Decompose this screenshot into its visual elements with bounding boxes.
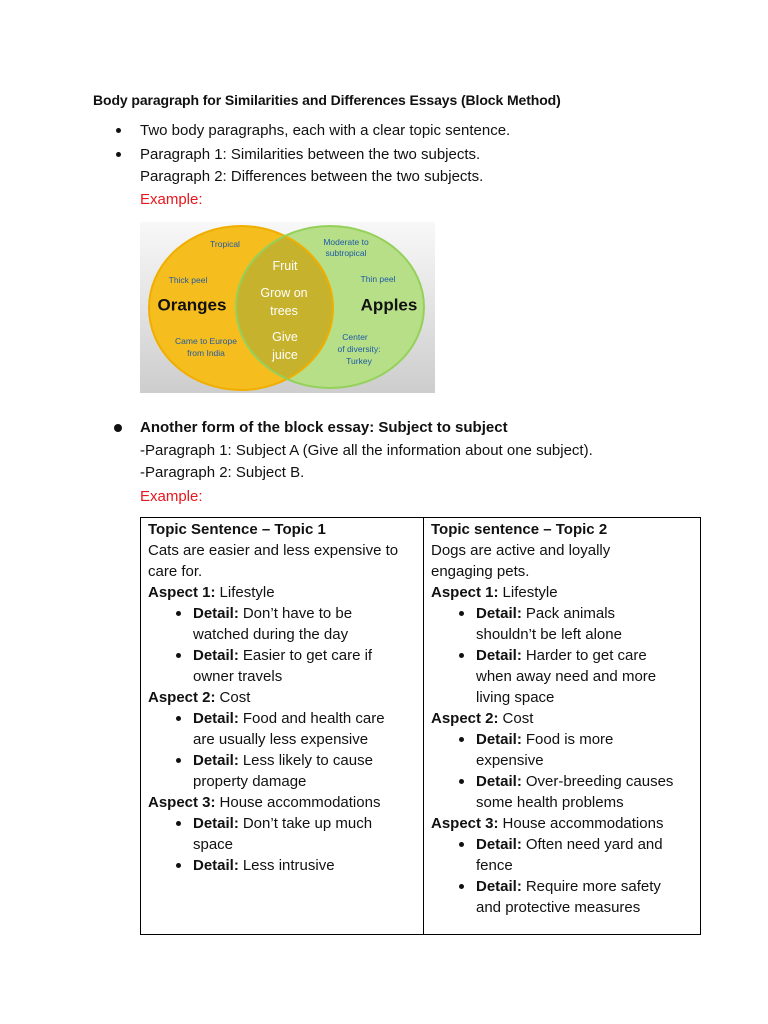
detail-text: some health problems bbox=[476, 794, 624, 811]
oranges-note: Thick peel bbox=[168, 275, 208, 285]
topic-sentence: engaging pets. bbox=[431, 563, 530, 580]
detail-item bbox=[148, 750, 423, 771]
shared-item: Give bbox=[272, 330, 298, 344]
topic-sentence: Dogs are active and loyally bbox=[431, 542, 611, 559]
detail-text: Often need yard and bbox=[525, 836, 663, 853]
aspect-name: Lifestyle bbox=[219, 584, 275, 601]
detail-item bbox=[148, 813, 423, 834]
detail-text: Easier to get care if bbox=[242, 647, 373, 664]
detail-text: Pack animals bbox=[525, 605, 616, 622]
bullet-icon bbox=[459, 737, 464, 742]
detail-item bbox=[431, 771, 700, 792]
detail-item bbox=[431, 645, 700, 666]
bullet-icon bbox=[176, 611, 181, 616]
venn-diagram bbox=[140, 222, 435, 393]
table-column-topic-2 bbox=[424, 518, 700, 934]
bullet-icon bbox=[176, 821, 181, 826]
aspect-row bbox=[148, 687, 423, 708]
detail-label: Detail: bbox=[476, 773, 522, 790]
aspect-row bbox=[148, 582, 423, 603]
paragraph-line: -Paragraph 2: Subject B. bbox=[140, 464, 305, 481]
bullet-icon bbox=[176, 863, 181, 868]
detail-item bbox=[431, 876, 700, 897]
bullet-icon bbox=[459, 884, 464, 889]
detail-text: are usually less expensive bbox=[193, 731, 369, 748]
table-column-topic-1 bbox=[141, 518, 424, 934]
detail-text: Less intrusive bbox=[242, 857, 335, 874]
bullet-text: Two body paragraphs, each with a clear topic sentence. bbox=[140, 122, 511, 139]
bullet-icon bbox=[459, 779, 464, 784]
detail-label: Detail: bbox=[476, 605, 522, 622]
detail-label: Detail: bbox=[476, 836, 522, 853]
detail-text: Don’t have to be bbox=[242, 605, 353, 622]
detail-text: Over-breeding causes bbox=[525, 773, 674, 790]
shared-item: juice bbox=[272, 348, 298, 362]
detail-text: shouldn’t be left alone bbox=[476, 626, 622, 643]
detail-label: Detail: bbox=[193, 710, 239, 727]
detail-item bbox=[148, 855, 423, 876]
detail-text: Food and health care bbox=[242, 710, 385, 727]
bullet-icon bbox=[459, 611, 464, 616]
bullet-icon bbox=[459, 653, 464, 658]
detail-text: Require more safety bbox=[525, 878, 661, 895]
detail-text: property damage bbox=[193, 773, 307, 790]
detail-text: when away need and more bbox=[476, 668, 657, 685]
bullet-icon bbox=[176, 716, 181, 721]
detail-text: owner travels bbox=[193, 668, 283, 685]
detail-text: Don’t take up much bbox=[242, 815, 373, 832]
oranges-tag: Tropical bbox=[210, 239, 240, 249]
detail-label: Detail: bbox=[193, 605, 239, 622]
bullet-icon bbox=[116, 128, 121, 133]
detail-item bbox=[148, 603, 423, 624]
bullet-icon bbox=[459, 842, 464, 847]
apples-tag: subtropical bbox=[325, 248, 367, 258]
detail-label: Detail: bbox=[193, 815, 239, 832]
aspect-label: Aspect 1: bbox=[431, 584, 499, 601]
aspect-label: Aspect 2: bbox=[148, 689, 216, 706]
oranges-origin: Came to Europe bbox=[175, 336, 237, 346]
aspect-label: Aspect 3: bbox=[431, 815, 499, 832]
shared-item: Fruit bbox=[272, 259, 298, 273]
detail-text: Harder to get care bbox=[525, 647, 647, 664]
section-heading: Another form of the block essay: Subject to subject bbox=[140, 419, 508, 436]
apples-origin: Center bbox=[342, 332, 368, 342]
bullet-icon bbox=[176, 758, 181, 763]
detail-label: Detail: bbox=[476, 647, 522, 664]
detail-item bbox=[148, 645, 423, 666]
oranges-title: Oranges bbox=[157, 295, 227, 315]
aspect-row bbox=[431, 708, 700, 729]
apples-title: Apples bbox=[360, 295, 418, 315]
apples-tag: Moderate to bbox=[323, 237, 369, 247]
apples-origin: Turkey bbox=[346, 356, 372, 366]
detail-item bbox=[431, 603, 700, 624]
detail-text: space bbox=[193, 836, 234, 853]
detail-item bbox=[148, 708, 423, 729]
apples-origin: of diversity: bbox=[337, 344, 381, 354]
detail-label: Detail: bbox=[193, 647, 239, 664]
detail-label: Detail: bbox=[193, 752, 239, 769]
column-heading: Topic sentence – Topic 2 bbox=[431, 521, 608, 538]
example-label: Example: bbox=[140, 488, 203, 505]
aspect-name: Cost bbox=[219, 689, 251, 706]
bullet-text: Paragraph 1: Similarities between the two subjects. bbox=[140, 146, 481, 163]
topic-sentence: Cats are easier and less expensive to bbox=[148, 542, 399, 559]
aspect-label: Aspect 2: bbox=[431, 710, 499, 727]
detail-item bbox=[431, 729, 700, 750]
paragraph-line: -Paragraph 1: Subject A (Give all the information about one subject). bbox=[140, 442, 593, 459]
detail-text: Food is more bbox=[525, 731, 614, 748]
aspect-name: Cost bbox=[502, 710, 534, 727]
detail-text: Less likely to cause bbox=[242, 752, 373, 769]
aspect-label: Aspect 1: bbox=[148, 584, 216, 601]
bullet-text-continued: Paragraph 2: Differences between the two subjects. bbox=[140, 168, 484, 185]
detail-text: fence bbox=[476, 857, 513, 874]
detail-label: Detail: bbox=[476, 731, 522, 748]
bullet-icon bbox=[114, 424, 122, 432]
shared-item: Grow on bbox=[260, 286, 308, 300]
detail-label: Detail: bbox=[193, 857, 239, 874]
aspect-label: Aspect 3: bbox=[148, 794, 216, 811]
detail-item bbox=[431, 834, 700, 855]
aspect-row bbox=[431, 813, 700, 834]
detail-text: and protective measures bbox=[476, 899, 641, 916]
detail-label: Detail: bbox=[476, 878, 522, 895]
detail-text: watched during the day bbox=[193, 626, 349, 643]
example-label: Example: bbox=[140, 191, 203, 208]
page-title: Body paragraph for Similarities and Differences Essays (Block Method) bbox=[93, 92, 561, 108]
aspect-row bbox=[148, 792, 423, 813]
detail-text: living space bbox=[476, 689, 555, 706]
topic-sentence: care for. bbox=[148, 563, 203, 580]
aspect-name: Lifestyle bbox=[502, 584, 558, 601]
detail-text: expensive bbox=[476, 752, 544, 769]
shared-item: trees bbox=[270, 304, 298, 318]
aspect-row bbox=[431, 582, 700, 603]
oranges-origin: from India bbox=[187, 348, 225, 358]
bullet-icon bbox=[116, 152, 121, 157]
bullet-icon bbox=[176, 653, 181, 658]
aspect-name: House accommodations bbox=[502, 815, 664, 832]
comparison-table bbox=[140, 517, 701, 935]
aspect-name: House accommodations bbox=[219, 794, 381, 811]
apples-note: Thin peel bbox=[360, 274, 396, 284]
column-heading: Topic Sentence – Topic 1 bbox=[148, 521, 326, 538]
